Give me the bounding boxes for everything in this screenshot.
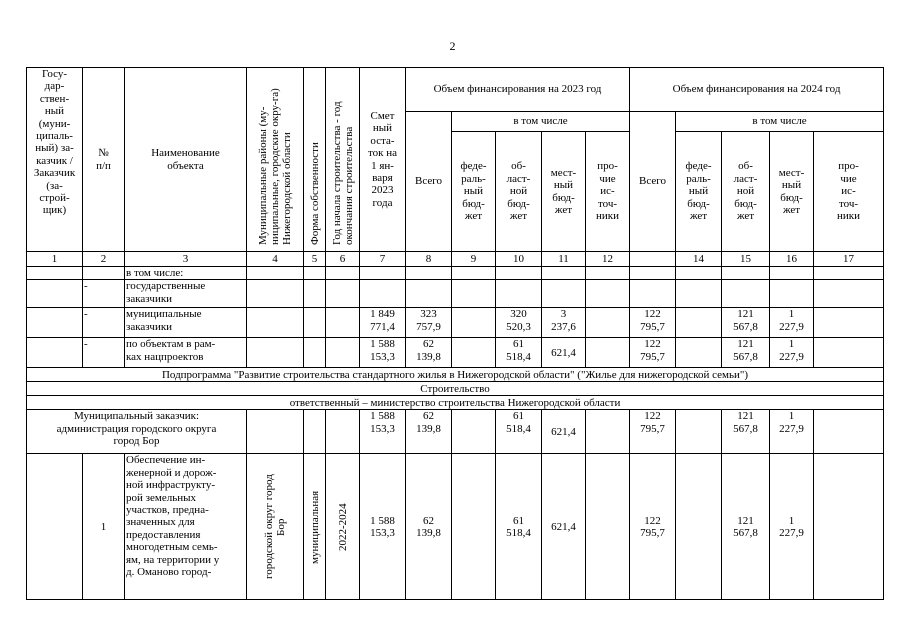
col-number: 6 (326, 252, 360, 267)
column-numbers-row (27, 252, 884, 267)
header-fin-2024: Объем финансирования на 2024 год (630, 68, 884, 112)
col-number: 16 (770, 252, 814, 267)
item-regional-2023: 61 518,4 (496, 454, 542, 600)
header-other-2024: про- чие ис- точ- ники (814, 132, 884, 252)
col-number: 4 (247, 252, 304, 267)
header-total-2023: Всего (406, 112, 452, 252)
page-number: 2 (449, 39, 456, 53)
col-number: 5 (304, 252, 326, 267)
mun-total-2023: 323 757,9 (406, 308, 452, 338)
col-number: 12 (586, 252, 630, 267)
item-name: Обеспечение ин- женерной и дорож- ной инфраструкту- рой земельных участков, предна- значенных для предоставления многодетным семь- ям, на территории у д. Оманово город- (125, 454, 247, 600)
header-other-2023: про- чие ис- точ- ники (586, 132, 630, 252)
header-ownership: Форма собственности (308, 141, 321, 245)
table-row (27, 308, 884, 338)
customer-name: Муниципальный заказчик: администрация городского округа город Бор (27, 410, 247, 454)
mun-regional-2024: 121 567,8 (722, 308, 770, 338)
customer-local-2023: 621,4 (542, 410, 586, 454)
header-districts: Муниципальные районы (му-ниципальные, городские окру-га) Нижегородской области (257, 87, 293, 245)
subprogram-title: Подпрограмма "Развитие строительства стандартного жилья в Нижегородской области" ("Жилье для нижегородской семьи") (27, 368, 884, 382)
item-ownership: муниципальная (308, 490, 321, 564)
header-federal-2024: феде- раль- ный бюд- жет (676, 132, 722, 252)
col-number (630, 252, 676, 267)
customer-regional-2024: 121 567,8 (722, 410, 770, 454)
item-total-2023: 62 139,8 (406, 454, 452, 600)
mun-local-2024: 1 227,9 (770, 308, 814, 338)
row-mun-name: муниципальные заказчики (125, 308, 247, 338)
col-number: 2 (83, 252, 125, 267)
table-row (27, 338, 884, 368)
header-total-2024: Всего (630, 112, 676, 252)
col-number: 14 (676, 252, 722, 267)
row-nat-name: по объектам в рам- ках нацпроектов (125, 338, 247, 368)
mun-estimate: 1 849 771,4 (360, 308, 406, 338)
item-estimate: 1 588 153,3 (360, 454, 406, 600)
col-number: 10 (496, 252, 542, 267)
header-regional-2023: об- ласт- ной бюд- жет (496, 132, 542, 252)
table-row (27, 454, 884, 600)
header-estimate: Смет ный оста- ток на 1 ян- варя 2023 года (360, 68, 406, 252)
header-federal-2023: феде- раль- ный бюд- жет (452, 132, 496, 252)
col-number: 1 (27, 252, 83, 267)
row-dash: - (83, 338, 125, 368)
mun-local-2023: 3 237,6 (542, 308, 586, 338)
header-years: Год начала строительства - год окончания строительства (330, 100, 355, 245)
header-number: № п/п (83, 68, 125, 252)
customer-total-2023: 62 139,8 (406, 410, 452, 454)
col-number: 11 (542, 252, 586, 267)
col-number: 3 (125, 252, 247, 267)
responsible-line: ответственный – министерство строительства Нижегородской области (27, 396, 884, 410)
col-number: 9 (452, 252, 496, 267)
nat-estimate: 1 588 153,3 (360, 338, 406, 368)
row-dash: - (83, 280, 125, 308)
item-local-2024: 1 227,9 (770, 454, 814, 600)
nat-regional-2023: 61 518,4 (496, 338, 542, 368)
header-incl-2024: в том числе (676, 112, 884, 132)
nat-regional-2024: 121 567,8 (722, 338, 770, 368)
header-local-2023: мест- ный бюд- жет (542, 132, 586, 252)
financing-table (26, 67, 884, 600)
section-title: Строительство (27, 382, 884, 396)
customer-total-2024: 122 795,7 (630, 410, 676, 454)
nat-local-2024: 1 227,9 (770, 338, 814, 368)
header-local-2024: мест- ный бюд- жет (770, 132, 814, 252)
customer-regional-2023: 61 518,4 (496, 410, 542, 454)
item-regional-2024: 121 567,8 (722, 454, 770, 600)
nat-local-2023: 621,4 (542, 338, 586, 368)
header-object-name: Наименование объекта (125, 68, 247, 252)
mun-total-2024: 122 795,7 (630, 308, 676, 338)
customer-estimate: 1 588 153,3 (360, 410, 406, 454)
customer-local-2024: 1 227,9 (770, 410, 814, 454)
item-total-2024: 122 795,7 (630, 454, 676, 600)
col-number: 17 (814, 252, 884, 267)
incl-label: в том числе: (125, 267, 247, 280)
row-dash: - (83, 308, 125, 338)
row-gov-name: государственные заказчики (125, 280, 247, 308)
header-fin-2023: Объем финансирования на 2023 год (406, 68, 630, 112)
item-district: городской округ город Бор (263, 474, 287, 580)
item-years: 2022-2024 (336, 503, 349, 551)
table-row (27, 267, 884, 280)
item-local-2023: 621,4 (542, 454, 586, 600)
header-customer: Госу- дар- ствен- ный (муни- ципаль- ный) за- казчик / Заказчик (за- строй- щик) (27, 68, 83, 252)
table-row (27, 280, 884, 308)
col-number: 8 (406, 252, 452, 267)
col-number: 15 (722, 252, 770, 267)
header-regional-2024: об- ласт- ной бюд- жет (722, 132, 770, 252)
table-row (27, 410, 884, 454)
item-number: 1 (83, 454, 125, 600)
col-number: 7 (360, 252, 406, 267)
nat-total-2023: 62 139,8 (406, 338, 452, 368)
mun-regional-2023: 320 520,3 (496, 308, 542, 338)
nat-total-2024: 122 795,7 (630, 338, 676, 368)
header-incl-2023: в том числе (452, 112, 630, 132)
